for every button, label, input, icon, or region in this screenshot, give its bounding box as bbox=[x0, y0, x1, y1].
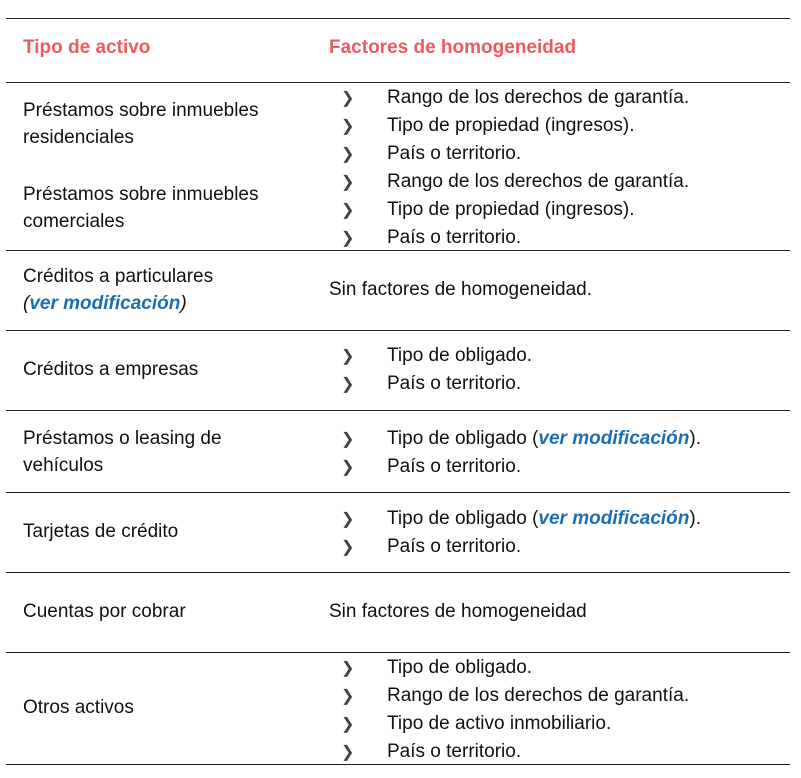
factor-list bbox=[329, 425, 701, 481]
chevron-right-icon: ❯ bbox=[341, 90, 355, 107]
table-row bbox=[6, 410, 790, 492]
list-item: ❯ País o territorio. bbox=[329, 140, 689, 168]
ver-modificacion-link[interactable]: ver modificación bbox=[29, 293, 181, 314]
chevron-right-icon: ❯ bbox=[341, 146, 355, 163]
list-item: ❯ Tipo de obligado. bbox=[329, 342, 532, 370]
chevron-right-icon: ❯ bbox=[341, 376, 355, 393]
asset-type-line: Créditos a particulares bbox=[23, 266, 214, 287]
table-bottom-rule bbox=[6, 764, 790, 765]
table-row bbox=[6, 330, 790, 410]
list-item: ❯ Tipo de propiedad (ingresos). bbox=[329, 112, 689, 140]
chevron-right-icon: ❯ bbox=[341, 716, 355, 733]
chevron-right-icon: ❯ bbox=[341, 431, 355, 448]
factor-list bbox=[329, 654, 689, 766]
asset-type-line: (ver modificación) bbox=[23, 293, 187, 314]
factor-list bbox=[329, 84, 689, 168]
chevron-right-icon: ❯ bbox=[341, 459, 355, 476]
ver-modificacion-link[interactable]: ver modificación bbox=[538, 428, 690, 449]
chevron-right-icon: ❯ bbox=[341, 202, 355, 219]
asset-type-line: Préstamos sobre inmuebles bbox=[23, 100, 259, 121]
ver-modificacion-link[interactable]: ver modificación bbox=[538, 508, 690, 529]
table-top-rule bbox=[6, 18, 790, 19]
chevron-right-icon: ❯ bbox=[341, 744, 355, 761]
list-item: ❯ País o territorio. bbox=[329, 453, 701, 481]
asset-type-cell: Créditos a empresas bbox=[23, 359, 199, 380]
chevron-right-icon: ❯ bbox=[341, 348, 355, 365]
asset-type-cell bbox=[23, 181, 259, 235]
table-row bbox=[6, 652, 790, 764]
asset-type-cell bbox=[23, 425, 222, 479]
asset-type-cell: Otros activos bbox=[23, 697, 134, 718]
table-row bbox=[6, 250, 790, 330]
list-item: ❯ Tipo de obligado (ver modificación). bbox=[329, 425, 701, 453]
chevron-right-icon: ❯ bbox=[341, 118, 355, 135]
table-row bbox=[6, 492, 790, 572]
asset-type-cell bbox=[23, 263, 213, 317]
asset-type-cell: Cuentas por cobrar bbox=[23, 601, 186, 622]
chevron-right-icon: ❯ bbox=[341, 511, 355, 528]
asset-type-line: comerciales bbox=[23, 211, 125, 232]
list-item: ❯ País o territorio. bbox=[329, 533, 701, 561]
factors-text: Sin factores de homogeneidad bbox=[329, 601, 587, 622]
list-item: ❯ Rango de los derechos de garantía. bbox=[329, 84, 689, 112]
asset-type-cell: Tarjetas de crédito bbox=[23, 521, 179, 542]
list-item: ❯ Tipo de obligado (ver modificación). bbox=[329, 505, 701, 533]
chevron-right-icon: ❯ bbox=[341, 174, 355, 191]
list-item: ❯ País o territorio. bbox=[329, 370, 532, 398]
asset-type-line: vehículos bbox=[23, 455, 104, 476]
factor-list bbox=[329, 505, 701, 561]
list-item: ❯ País o territorio. bbox=[329, 224, 689, 252]
asset-type-line: residenciales bbox=[23, 127, 134, 148]
list-item: ❯ Tipo de obligado. bbox=[329, 654, 689, 682]
list-item: ❯ Tipo de activo inmobiliario. bbox=[329, 710, 689, 738]
chevron-right-icon: ❯ bbox=[341, 660, 355, 677]
chevron-right-icon: ❯ bbox=[341, 539, 355, 556]
factor-list bbox=[329, 168, 689, 252]
list-item: ❯ País o territorio. bbox=[329, 738, 689, 766]
list-item: ❯ Tipo de propiedad (ingresos). bbox=[329, 196, 689, 224]
table-row bbox=[6, 572, 790, 652]
factor-list bbox=[329, 342, 532, 398]
list-item: ❯ Rango de los derechos de garantía. bbox=[329, 168, 689, 196]
list-item: ❯ Rango de los derechos de garantía. bbox=[329, 682, 689, 710]
asset-type-line: Préstamos o leasing de bbox=[23, 428, 222, 449]
table-row bbox=[6, 82, 790, 166]
asset-type-line: Préstamos sobre inmuebles bbox=[23, 184, 259, 205]
table-row bbox=[6, 166, 790, 250]
chevron-right-icon: ❯ bbox=[341, 230, 355, 247]
asset-type-cell bbox=[23, 97, 259, 151]
header-asset-type: Tipo de activo bbox=[23, 37, 151, 58]
header-homogeneity-factors: Factores de homogeneidad bbox=[329, 37, 577, 58]
factors-text: Sin factores de homogeneidad. bbox=[329, 279, 593, 300]
chevron-right-icon: ❯ bbox=[341, 688, 355, 705]
